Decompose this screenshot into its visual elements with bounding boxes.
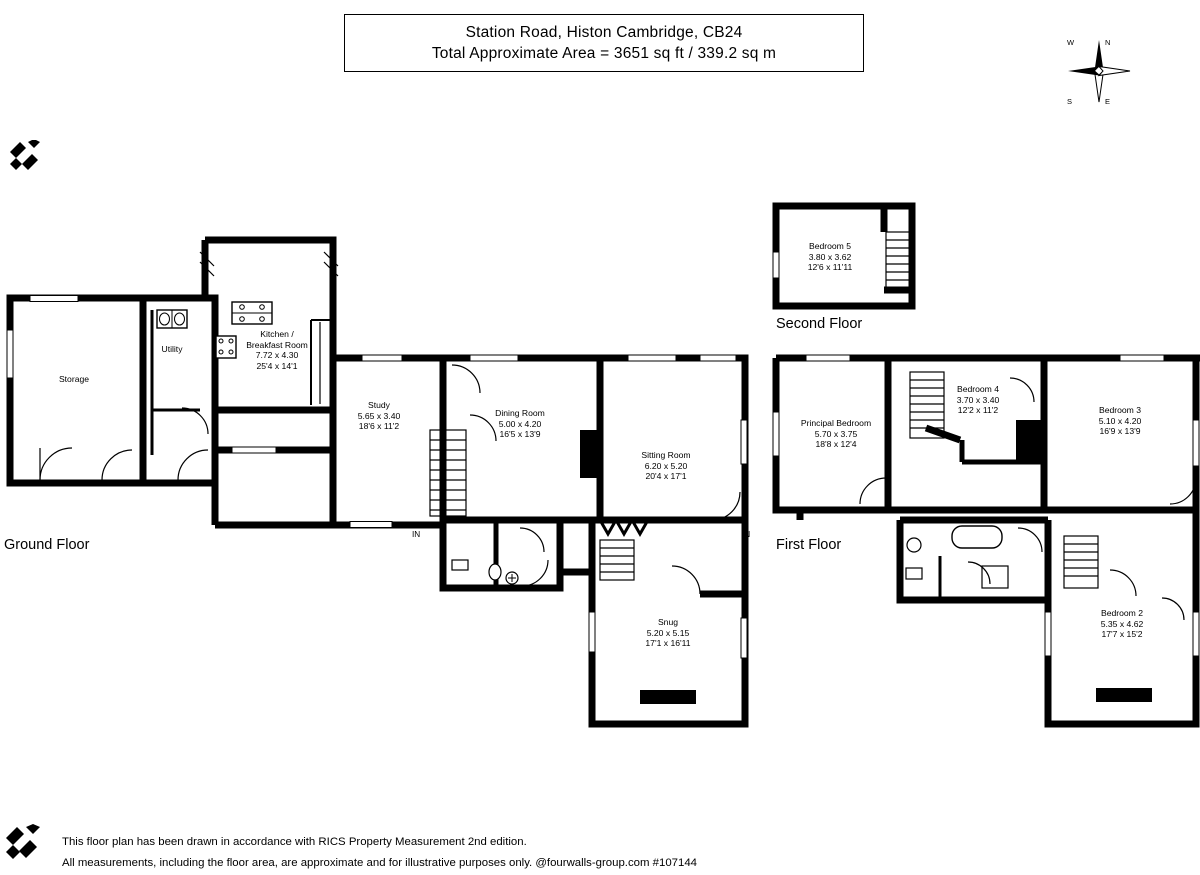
room-label-dining-room: Dining Room 5.00 x 4.20 16'5 x 13'9: [495, 408, 545, 440]
svg-text:W: W: [1067, 38, 1075, 47]
room-label-bedroom-4: Bedroom 4 3.70 x 3.40 12'2 x 11'2: [956, 384, 1000, 416]
floor-label-ground: Ground Floor: [4, 537, 90, 553]
fourwalls-logo-top: [8, 140, 42, 174]
svg-text:N: N: [1105, 38, 1111, 47]
plan-address: Station Road, Histon Cambridge, CB24: [465, 24, 743, 41]
plan-total-area: Total Approximate Area = 3651 sq ft / 339.2 sq m: [431, 45, 777, 62]
svg-text:S: S: [1067, 97, 1073, 106]
floor-label-first: First Floor: [776, 537, 842, 553]
ground-floor-plan: [7, 240, 747, 724]
room-label-storage: Storage: [58, 374, 90, 384]
svg-text:E: E: [1105, 97, 1111, 106]
room-label-bedroom-2: Bedroom 2 5.35 x 4.62 17'7 x 15'2: [1100, 608, 1144, 640]
floor-label-second: Second Floor: [776, 316, 863, 332]
footer-line-2: All measurements, including the floor area, are approximate and for illustrative purposes only. @fourwalls-group.com #107144: [62, 857, 697, 869]
room-label-snug: Snug 5.20 x 5.15 17'1 x 16'11: [645, 617, 691, 649]
room-label-kitchen-breakfast: Kitchen / Breakfast Room 7.72 x 4.30 25'4 x 14'1: [246, 329, 308, 371]
entrance-marker-left: IN: [412, 530, 421, 539]
footer-disclaimer: [62, 832, 697, 874]
fourwalls-logo-bottom: [4, 824, 42, 864]
room-label-study: Study 5.65 x 3.40 18'6 x 11'2: [357, 400, 401, 432]
room-label-sitting-room: Sitting Room 6.20 x 5.20 20'4 x 17'1: [641, 450, 691, 482]
room-label-utility: Utility: [161, 344, 183, 354]
room-label-bedroom-3: Bedroom 3 5.10 x 4.20 16'9 x 13'9: [1098, 405, 1142, 437]
room-label-principal-bedroom: Principal Bedroom 5.70 x 3.75 18'8 x 12'4: [800, 418, 872, 450]
footer-line-1: This floor plan has been drawn in accordance with RICS Property Measurement 2nd edition.: [62, 836, 527, 848]
room-label-bedroom-5: Bedroom 5 3.80 x 3.62 12'6 x 11'11: [807, 241, 853, 273]
entrance-marker-right: IN: [742, 530, 751, 539]
